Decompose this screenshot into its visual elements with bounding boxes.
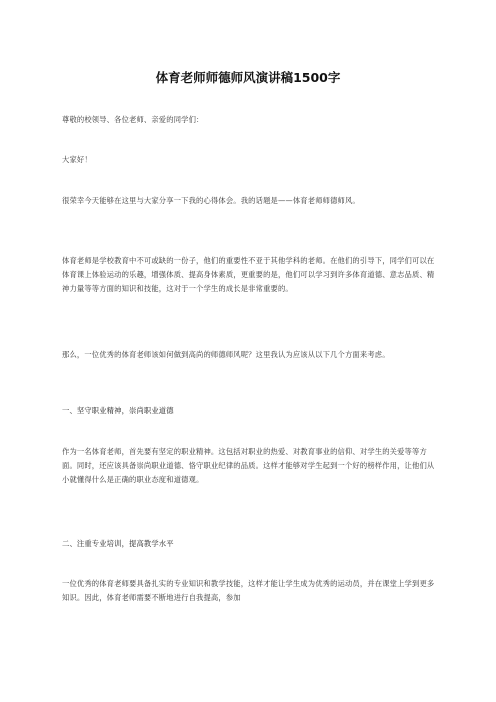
section-heading-2: 二、注重专业培训，提高教学水平 — [62, 539, 174, 548]
section-2-paragraph: 一位优秀的体育老师要具备扎实的专业知识和教学技能，这样才能让学生成为优秀的运动员，并在课堂上学到更多知识。因此，体育老师需要不断地进行自我提高，参加 — [62, 579, 435, 603]
greeting-paragraph: 大家好！ — [62, 155, 92, 164]
body-paragraph-question: 那么，一位优秀的体育老师该如何做到高尚的师德师风呢？这里我认为应该从以下几个方面来考虑。 — [62, 350, 390, 359]
section-heading-1: 一、坚守职业精神，崇尚职业道德 — [62, 406, 174, 415]
body-paragraph-importance: 体育老师是学校教育中不可或缺的一份子，他们的重要性不亚于其他学科的老师。在他们的引导下，同学们可以在体育课上体验运动的乐趣，增强体质、提高身体素质，更重要的是，他们可以学习到许多体育道德、意志品质、精神力量等等方面的知识和技能，这对于一个学生的成长是非常重要的。 — [62, 256, 435, 294]
document-title: 体育老师师德师风演讲稿1500字 — [155, 70, 341, 85]
intro-paragraph: 很荣幸今天能够在这里与大家分享一下我的心得体会。我的话题是——体育老师师德师风。 — [62, 196, 360, 205]
section-1-paragraph: 作为一名体育老师，首先要有坚定的职业精神。这包括对职业的热爱、对教育事业的信仰、对学生的关爱等等方面。同时，还应该具备崇尚职业道德、恪守职业纪律的品质。这样才能够对学生起到一个好的榜样作用，让他们从小就懂得什么是正确的职业态度和道德观。 — [62, 447, 435, 485]
salutation-paragraph: 尊敬的校领导、各位老师、亲爱的同学们： — [62, 115, 204, 124]
